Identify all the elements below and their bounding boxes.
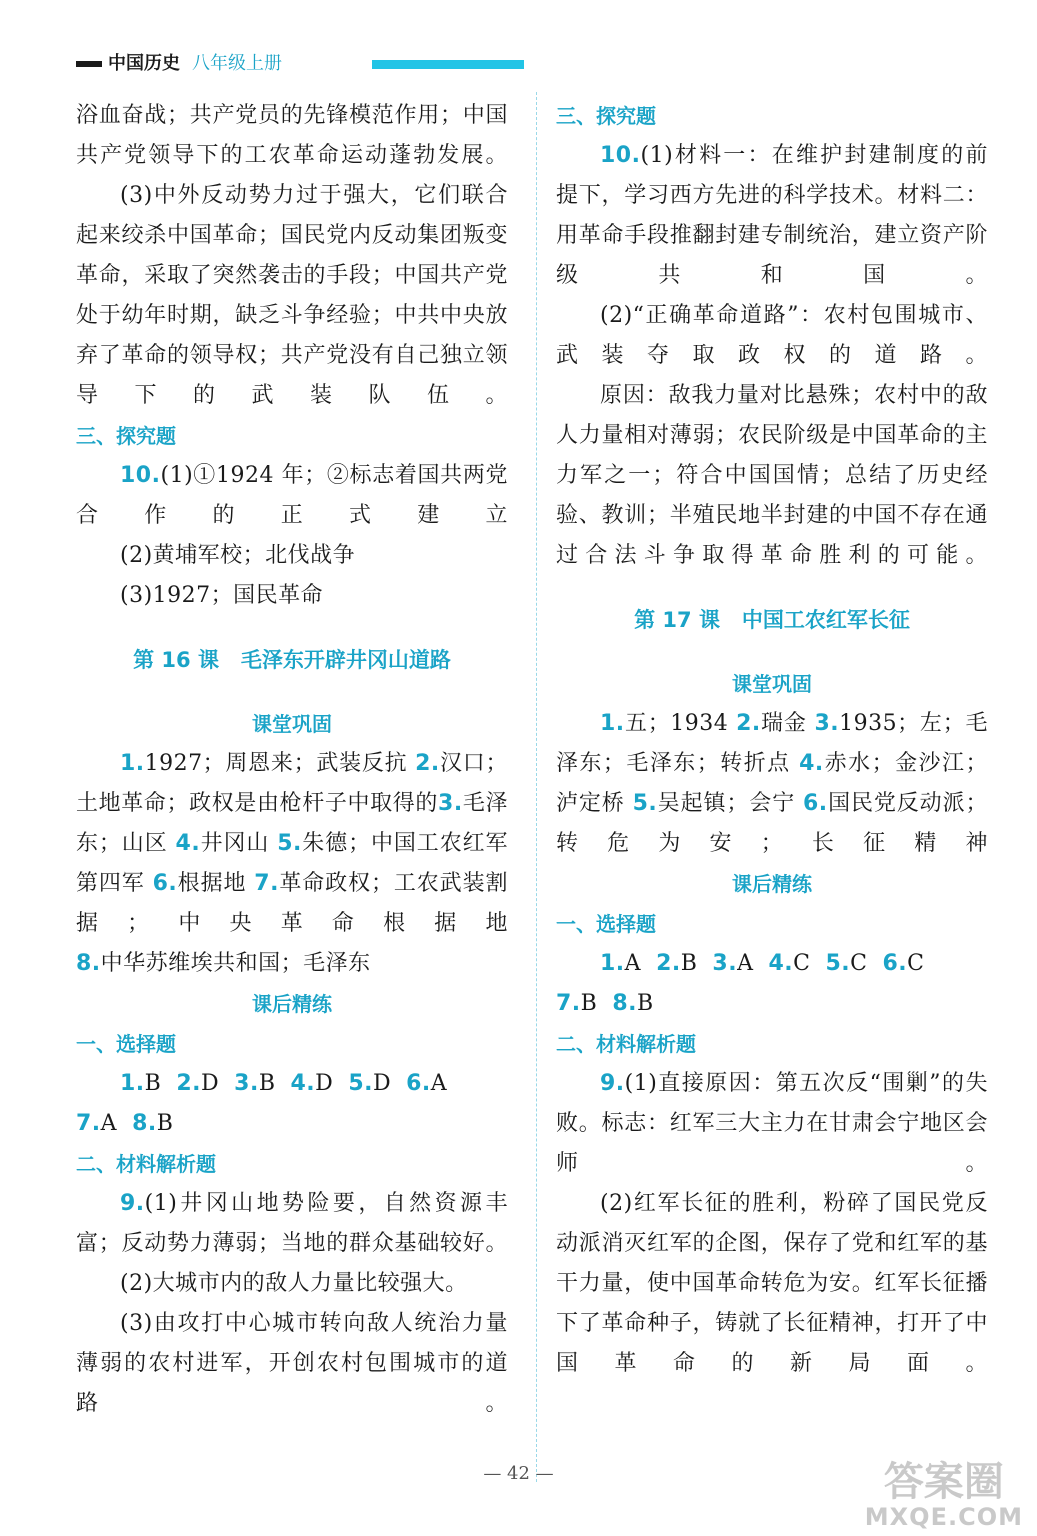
question-number: 6. xyxy=(152,871,178,896)
choice-answers xyxy=(556,984,988,1024)
question-number: 9. xyxy=(120,1191,145,1216)
page-header xyxy=(76,52,456,76)
question-number: 4. xyxy=(290,1071,316,1096)
choice-answers xyxy=(76,1104,508,1144)
choice-answer: C xyxy=(850,951,868,976)
answer-paragraph xyxy=(76,944,508,984)
answer-text: (1)材料一：在维护封建制度的前提下，学习西方先进的科学技术。材料二：用革命手段推翻封建专制统治，建立资产阶级共和国。 xyxy=(556,143,988,288)
question-number: 6. xyxy=(406,1071,431,1096)
question-number: 1. xyxy=(600,951,625,976)
answer-text: 毛泽东；山区 xyxy=(76,791,508,856)
answer-text: (1)直接原因：第五次反“围剿”的失败。标志：红军三大主力在甘肃会宁地区会师。 xyxy=(556,1071,988,1176)
watermark-logo xyxy=(865,1460,1023,1530)
subsection-heading: 课后精练 xyxy=(252,992,332,1016)
watermark-text: 答案圈 xyxy=(883,1459,1004,1505)
answer-paragraph: 原因：敌我力量对比悬殊；农村中的敌人力量相对薄弱；农民阶级是中国革命的主力军之一；符合中国国情；总结了历史经验、教训；半殖民地半封建的中国不存在通过合法斗争取得革命胜利的可能。 xyxy=(556,383,988,568)
answer-paragraph: (2)“正确革命道路”：农村包围城市、武装夺取政权的道路。 xyxy=(556,303,988,368)
header-grade: 八年级上册 xyxy=(192,53,282,74)
subsection-heading: 课堂巩固 xyxy=(732,672,812,696)
question-number: 5. xyxy=(277,831,302,856)
question-number: 8. xyxy=(612,991,638,1016)
choice-answer: A xyxy=(430,1071,448,1096)
section-heading: 一、选择题 xyxy=(76,1032,176,1056)
question-number: 3. xyxy=(438,791,463,816)
answer-text: 井冈山 xyxy=(200,831,278,856)
choice-answer: B xyxy=(680,951,698,976)
choice-answer: B xyxy=(156,1111,174,1136)
question-number: 3. xyxy=(234,1071,259,1096)
section-heading: 二、材料解析题 xyxy=(556,1032,696,1056)
question-number: 10. xyxy=(120,463,161,488)
section-heading: 一、选择题 xyxy=(556,912,656,936)
question-number: 9. xyxy=(600,1071,625,1096)
choice-answer: B xyxy=(637,991,654,1016)
answer-text: 根据地 xyxy=(177,871,255,896)
question-number: 10. xyxy=(600,143,641,168)
question-number: 2. xyxy=(176,1071,202,1096)
question-number: 5. xyxy=(632,791,658,816)
choice-answer: A xyxy=(100,1111,118,1136)
question-number: 8. xyxy=(132,1111,157,1136)
answer-paragraph xyxy=(556,704,988,864)
watermark-url: MXQE.COM xyxy=(864,1503,1023,1531)
answer-paragraph: (3)1927；国民革命 xyxy=(120,583,324,608)
question-number: 6. xyxy=(882,951,908,976)
lesson-title: 第 17 课 中国工农红军长征 xyxy=(634,608,910,632)
header-cyan-bar xyxy=(372,60,524,69)
answer-text: 吴起镇；会宁 xyxy=(657,791,803,816)
choice-answer: C xyxy=(793,951,811,976)
answer-text: 革命政权；工农武装割据；中央革命根据地 xyxy=(76,871,508,936)
question-number: 1. xyxy=(600,711,625,736)
choice-answers xyxy=(76,1064,508,1104)
question-number: 3. xyxy=(814,711,840,736)
lesson-title: 第 16 课 毛泽东开辟井冈山道路 xyxy=(133,648,451,672)
answer-paragraph: (2)黄埔军校；北伐战争 xyxy=(120,543,356,568)
answer-paragraph: (2)红军长征的胜利，粉碎了国民党反动派消灭红军的企图，保存了党和红军的基干力量，使中国革命转危为安。红军长征播下了革命种子，铸就了长征精神，打开了中国革命的新局面。 xyxy=(556,1191,988,1376)
choice-answer: A xyxy=(624,951,642,976)
answer-text: 1927；周恩来；武装反抗 xyxy=(144,751,416,776)
question-number: 4. xyxy=(175,831,201,856)
question-number: 7. xyxy=(556,991,581,1016)
question-number: 3. xyxy=(712,951,738,976)
question-number: 7. xyxy=(76,1111,101,1136)
choice-answer: B xyxy=(580,991,598,1016)
choice-answer: C xyxy=(907,951,925,976)
question-10 xyxy=(76,456,508,536)
answer-text: (1)①1924 年；②标志着国共两党合作的正式建立 xyxy=(76,463,508,528)
answer-paragraph: (3)由攻打中心城市转向敌人统治力量薄弱的农村进军，开创农村包围城市的道路。 xyxy=(76,1311,508,1416)
question-number: 5. xyxy=(348,1071,373,1096)
right-column xyxy=(556,96,988,1384)
question-number: 2. xyxy=(656,951,681,976)
answer-text: (1)井冈山地势险要，自然资源丰富；反动势力薄弱；当地的群众基础较好。 xyxy=(76,1191,508,1256)
answer-paragraph: (3)中外反动势力过于强大，它们联合起来绞杀中国革命；国民党内反动集团叛变革命，采取了突然袭击的手段；中国共产党处于幼年时期，缺乏斗争经验；中共中央放弃了革命的领导权；共产党没有自己独立领导下的武装队伍。 xyxy=(76,183,508,408)
question-number: 8. xyxy=(76,951,101,976)
question-number: 7. xyxy=(254,871,279,896)
choice-answer: D xyxy=(315,1071,334,1096)
choice-answer: D xyxy=(372,1071,392,1096)
answer-text: 瑞金 xyxy=(760,711,815,736)
choice-answer: B xyxy=(144,1071,162,1096)
question-number: 4. xyxy=(768,951,794,976)
left-column xyxy=(76,96,508,1424)
question-number: 2. xyxy=(415,751,440,776)
question-number: 4. xyxy=(799,751,824,776)
answer-paragraph: (2)大城市内的敌人力量比较强大。 xyxy=(120,1271,468,1296)
choice-answer: A xyxy=(737,951,754,976)
question-number: 1. xyxy=(120,1071,145,1096)
answer-text: 朱德；中国工农红军第四军 xyxy=(76,831,508,896)
header-black-bar xyxy=(76,61,102,67)
answer-paragraph: 浴血奋战；共产党员的先锋模范作用；中国共产党领导下的工农革命运动蓬勃发展。 xyxy=(76,103,508,168)
question-10 xyxy=(556,136,988,296)
choice-answer: B xyxy=(258,1071,276,1096)
choice-answers xyxy=(556,944,988,984)
subsection-heading: 课堂巩固 xyxy=(252,712,332,736)
page-number: — 42 — xyxy=(483,1463,554,1484)
answer-text: 赤水；金沙江；泸定桥 xyxy=(556,751,988,816)
question-number: 1. xyxy=(120,751,145,776)
header-subject: 中国历史 xyxy=(108,53,180,74)
answer-text: 中华苏维埃共和国；毛泽东 xyxy=(100,951,371,976)
question-9 xyxy=(556,1064,988,1184)
section-heading: 三、探究题 xyxy=(76,424,176,448)
section-heading: 三、探究题 xyxy=(556,104,656,128)
question-number: 2. xyxy=(736,711,761,736)
answer-text: 汉口；土地革命；政权是由枪杆子中取得的 xyxy=(76,751,508,816)
choice-answer: D xyxy=(201,1071,220,1096)
answer-text: 五；1934 xyxy=(624,711,737,736)
question-number: 6. xyxy=(803,791,828,816)
subsection-heading: 课后精练 xyxy=(732,872,812,896)
answer-text: 1935；左；毛泽东；毛泽东；转折点 xyxy=(556,711,988,776)
section-heading: 二、材料解析题 xyxy=(76,1152,216,1176)
question-number: 5. xyxy=(825,951,851,976)
question-9 xyxy=(76,1184,508,1264)
column-divider xyxy=(536,92,537,1482)
answer-paragraph xyxy=(76,744,508,944)
answer-text: 国民党反动派；转危为安；长征精神 xyxy=(556,791,988,856)
